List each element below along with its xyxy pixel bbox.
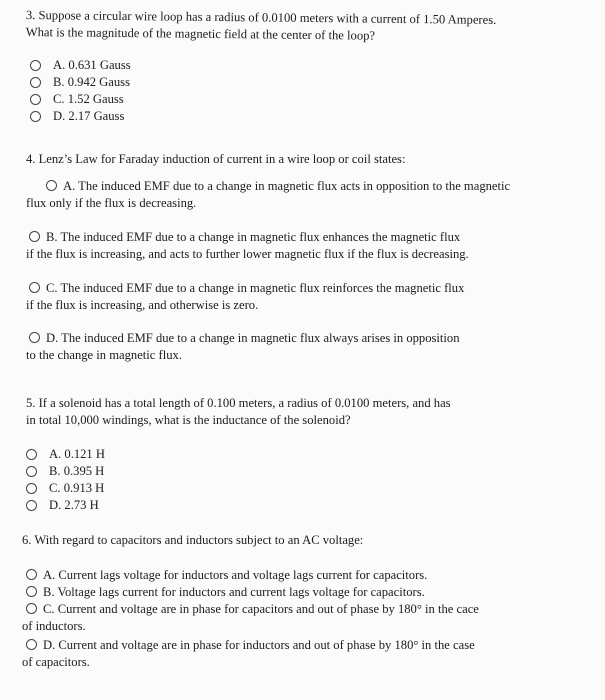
question-6-prompt: 6. With regard to capacitors and inductors subject to an AC voltage: (22, 533, 364, 547)
q3-option-b[interactable]: B. 0.942 Gauss (30, 74, 131, 91)
q6-option-b[interactable]: B. Voltage lags current for inductors and current lags voltage for capacitors. (26, 583, 601, 601)
q6-option-c[interactable]: C. Current and voltage are in phase for capacitors and out of phase by 180° in the cace of inductors. (22, 602, 479, 633)
q3-option-a[interactable]: A. 0.631 Gauss (30, 57, 131, 74)
radio-icon[interactable] (29, 332, 40, 343)
q6-option-a[interactable]: A. Current lags voltage for inductors and voltage lags current for capacitors. (26, 566, 601, 584)
radio-icon[interactable] (26, 639, 37, 650)
question-5 (26, 395, 596, 429)
q5-option-d[interactable]: D. 2.73 H (26, 497, 105, 514)
radio-icon[interactable] (26, 483, 37, 494)
radio-icon[interactable] (46, 180, 57, 191)
question-3 (26, 7, 596, 47)
q3-option-d[interactable]: D. 2.17 Gauss (30, 108, 131, 125)
question-4-prompt: 4. Lenz’s Law for Faraday induction of current in a wire loop or coil states: (26, 152, 406, 166)
question-5-prompt-line1: 5. If a solenoid has a total length of 0.100 meters, a radius of 0.0100 meters, and has (26, 396, 451, 410)
q6-option-d[interactable]: D. Current and voltage are in phase for inductors and out of phase by 180° in the case of capacitors. (22, 638, 475, 669)
q5-option-c[interactable]: C. 0.913 H (26, 480, 105, 497)
question-3-prompt-line2: What is the magnitude of the magnetic field at the center of the loop? (25, 24, 376, 43)
question-5-prompt-line2: in total 10,000 windings, what is the inductance of the solenoid? (26, 413, 351, 427)
radio-icon[interactable] (26, 569, 37, 580)
radio-icon[interactable] (26, 449, 37, 460)
question-3-prompt-line1: 3. Suppose a circular wire loop has a radius of 0.0100 meters with a current of 1.50 Amperes. (25, 7, 497, 27)
radio-icon[interactable] (26, 500, 37, 511)
q4-option-b[interactable]: B. The induced EMF due to a change in magnetic flux enhances the magnetic flux if the flux is increasing, and acts to further lower magnetic flux if the flux is decreasing. (26, 230, 469, 261)
q4-option-a[interactable]: A. The induced EMF due to a change in magnetic flux acts in opposition to the magnetic flux only if the flux is decreasing. (26, 179, 511, 210)
q4-option-c[interactable]: C. The induced EMF due to a change in magnetic flux reinforces the magnetic flux if the flux is increasing, and otherwise is zero. (26, 281, 465, 312)
question-3-options (30, 57, 131, 125)
radio-icon[interactable] (29, 282, 40, 293)
radio-icon[interactable] (26, 466, 37, 477)
radio-icon[interactable] (30, 77, 41, 88)
radio-icon[interactable] (30, 111, 41, 122)
radio-icon[interactable] (30, 94, 41, 105)
q5-option-b[interactable]: B. 0.395 H (26, 463, 105, 480)
radio-icon[interactable] (26, 586, 37, 597)
radio-icon[interactable] (26, 603, 37, 614)
q5-option-a[interactable]: A. 0.121 H (26, 446, 105, 463)
q4-option-d[interactable]: D. The induced EMF due to a change in magnetic flux always arises in opposition to the change in magnetic flux. (26, 331, 460, 362)
q3-option-c[interactable]: C. 1.52 Gauss (30, 91, 131, 108)
question-5-options (26, 446, 105, 514)
radio-icon[interactable] (29, 231, 40, 242)
radio-icon[interactable] (30, 60, 41, 71)
